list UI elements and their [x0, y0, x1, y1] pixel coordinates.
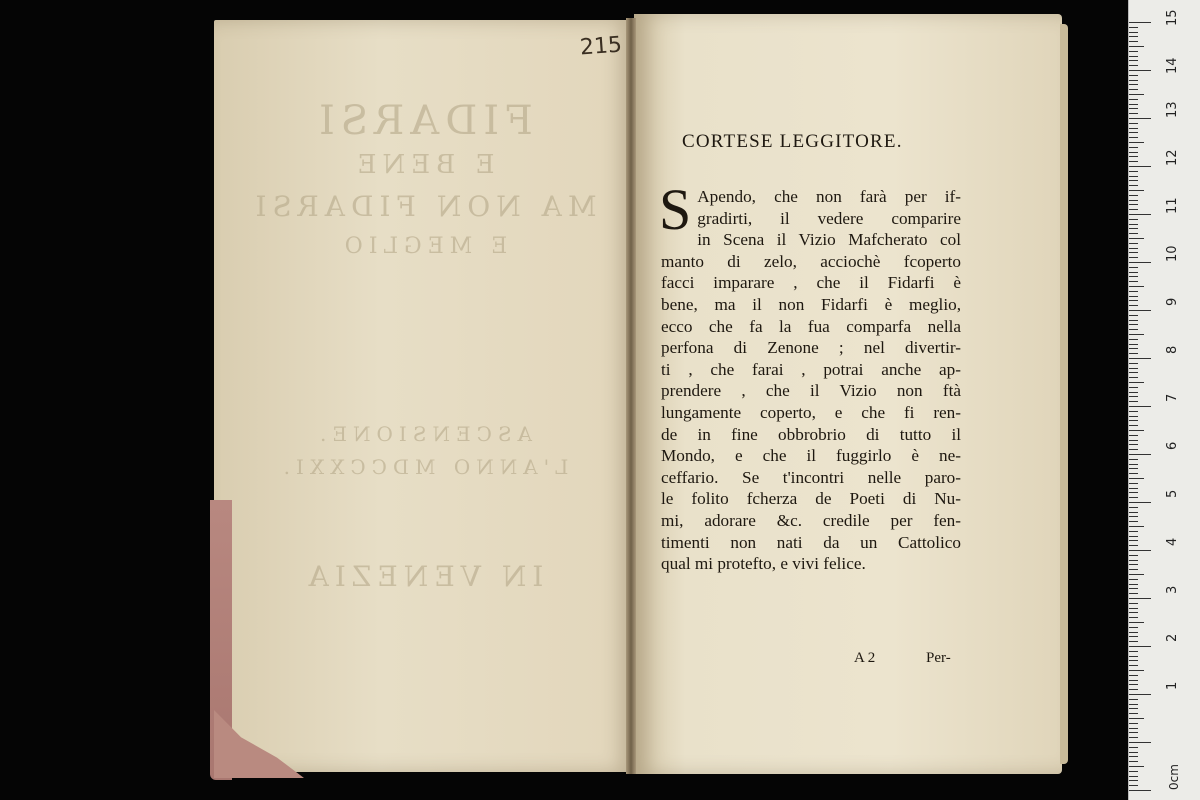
ruler-tick — [1129, 152, 1138, 153]
ruler-tick — [1129, 348, 1138, 349]
ruler-tick — [1129, 262, 1151, 263]
ruler-tick — [1129, 454, 1151, 455]
ruler-tick — [1129, 579, 1138, 580]
ruler-tick — [1129, 147, 1138, 148]
ruler-number: 2 — [1165, 633, 1180, 642]
ruler-tick — [1129, 137, 1138, 138]
ruler-tick — [1129, 656, 1138, 657]
ruler-number: 1 — [1165, 681, 1180, 690]
ruler-number: 12 — [1165, 149, 1180, 166]
ruler-number: 3 — [1165, 585, 1180, 594]
bleed-title-4: E MEGLIO — [338, 234, 508, 259]
ruler-tick — [1129, 790, 1151, 791]
ruler-tick — [1129, 492, 1138, 493]
ruler-tick — [1129, 339, 1138, 340]
ruler-tick — [1129, 363, 1138, 364]
text-line: ti , che farai , potrai anche ap- — [661, 359, 961, 379]
ruler-number: 7 — [1165, 393, 1180, 402]
ruler-tick — [1129, 51, 1138, 52]
ruler-tick — [1129, 756, 1138, 757]
measuring-ruler — [1128, 0, 1200, 800]
ruler-tick — [1129, 555, 1138, 556]
ruler-tick — [1129, 248, 1138, 249]
text-line: Mondo, e che il fuggirlo è ne- — [661, 446, 961, 466]
ruler-tick — [1129, 190, 1144, 191]
ruler-tick — [1129, 257, 1138, 258]
text-line: mi, adorare &c. credile per fen- — [661, 510, 961, 530]
bleed-title-7: IN VENEZIA — [302, 560, 544, 593]
ruler-tick — [1129, 636, 1138, 637]
ruler-tick — [1129, 632, 1138, 633]
ruler-tick — [1129, 382, 1144, 383]
ruler-tick — [1129, 166, 1151, 167]
ruler-tick — [1129, 665, 1138, 666]
ruler-tick — [1129, 483, 1138, 484]
ruler-tick — [1129, 608, 1138, 609]
ruler-tick — [1129, 560, 1138, 561]
ruler-tick — [1129, 108, 1138, 109]
ruler-tick — [1129, 416, 1138, 417]
ruler-tick — [1129, 70, 1151, 71]
text-line: qual mi protefto, e vivi felice. — [661, 554, 866, 574]
ruler-tick — [1129, 209, 1138, 210]
ruler-tick — [1129, 761, 1138, 762]
ruler-tick — [1129, 75, 1138, 76]
text-line: Apendo, che non farà per if- — [697, 187, 961, 206]
ruler-tick — [1129, 315, 1138, 316]
ruler-tick — [1129, 161, 1138, 162]
ruler-tick — [1129, 526, 1144, 527]
ruler-tick — [1129, 310, 1151, 311]
ruler-number: 13 — [1165, 101, 1180, 118]
ruler-tick — [1129, 584, 1138, 585]
ruler-tick — [1129, 228, 1138, 229]
ruler-tick — [1129, 272, 1138, 273]
ruler-tick — [1129, 60, 1138, 61]
ruler-tick — [1129, 588, 1138, 589]
ruler-tick — [1129, 267, 1138, 268]
ruler-tick — [1129, 411, 1138, 412]
ruler-tick — [1129, 377, 1138, 378]
ruler-tick — [1129, 598, 1151, 599]
ruler-tick — [1129, 593, 1138, 594]
ruler-tick — [1129, 94, 1144, 95]
ruler-tick — [1129, 46, 1144, 47]
ruler-tick — [1129, 99, 1138, 100]
ruler-tick — [1129, 776, 1138, 777]
ruler-tick — [1129, 641, 1138, 642]
ruler-tick — [1129, 435, 1138, 436]
bleed-title-2: E BENE — [351, 150, 495, 180]
ruler-tick — [1129, 27, 1138, 28]
ruler-number: 4 — [1165, 537, 1180, 546]
ruler-tick — [1129, 704, 1138, 705]
ruler-tick — [1129, 214, 1151, 215]
ruler-tick — [1129, 617, 1138, 618]
ruler-tick — [1129, 185, 1138, 186]
ruler-tick — [1129, 104, 1138, 105]
ruler-tick — [1129, 243, 1138, 244]
ruler-tick — [1129, 569, 1138, 570]
text-line: ecco che fa la fua comparfa nella — [661, 316, 961, 336]
ruler-tick — [1129, 176, 1138, 177]
ruler-tick — [1129, 728, 1138, 729]
ruler-tick — [1129, 224, 1138, 225]
text-line: bene, ma il non Fidarfi è meglio, — [661, 294, 961, 314]
text-line: lungamente coperto, e che fi ren- — [661, 402, 961, 422]
ruler-tick — [1129, 540, 1138, 541]
ruler-tick — [1129, 195, 1138, 196]
ruler-tick — [1129, 718, 1144, 719]
ruler-tick — [1129, 123, 1138, 124]
ruler-tick — [1129, 32, 1138, 33]
text-line: ceffario. Se t'incontri nelle paro- — [661, 467, 961, 487]
bleed-title-3: MA NON FIDARSI — [249, 190, 597, 223]
ruler-tick — [1129, 142, 1144, 143]
ruler-tick — [1129, 612, 1138, 613]
signature-mark: A 2 — [854, 650, 876, 666]
ruler-tick — [1129, 401, 1138, 402]
ruler-tick — [1129, 56, 1138, 57]
ruler-tick — [1129, 132, 1138, 133]
bleed-title-1: FIDARSI — [313, 98, 533, 144]
ruler-tick — [1129, 406, 1151, 407]
ruler-tick — [1129, 372, 1138, 373]
ruler-tick — [1129, 444, 1138, 445]
ruler-tick — [1129, 430, 1144, 431]
text-line: in Scena il Vizio Mafcherato col — [697, 230, 961, 250]
ruler-number: 11 — [1165, 197, 1180, 214]
ruler-tick — [1129, 128, 1138, 129]
ruler-tick — [1129, 80, 1138, 81]
ruler-tick — [1129, 473, 1138, 474]
ruler-tick — [1129, 507, 1138, 508]
ruler-tick — [1129, 286, 1144, 287]
ruler-tick — [1129, 689, 1138, 690]
ruler-tick — [1129, 660, 1138, 661]
ruler-tick — [1129, 180, 1138, 181]
ruler-tick — [1129, 41, 1138, 42]
ruler-number: 8 — [1165, 345, 1180, 354]
ruler-tick — [1129, 732, 1138, 733]
ruler-tick — [1129, 420, 1138, 421]
ruler-tick — [1129, 113, 1138, 114]
ruler-tick — [1129, 344, 1138, 345]
ruler-tick — [1129, 89, 1138, 90]
ruler-tick — [1129, 488, 1138, 489]
ruler-tick — [1129, 238, 1144, 239]
ruler-tick — [1129, 502, 1151, 503]
ruler-number: 9 — [1165, 297, 1180, 306]
ruler-tick — [1129, 603, 1138, 604]
text-line: manto di zelo, acciochè fcoperto — [661, 251, 961, 271]
ruler-tick — [1129, 320, 1138, 321]
ruler-tick — [1129, 425, 1138, 426]
text-line: timenti non nati da un Cattolico — [661, 532, 961, 552]
ruler-tick — [1129, 219, 1138, 220]
text-line: prendere , che il Vizio non ftà — [661, 381, 961, 401]
text-line: facci imparare , che il Fidarfi è — [661, 273, 961, 293]
ruler-tick — [1129, 387, 1138, 388]
ruler-tick — [1129, 334, 1144, 335]
ruler-tick — [1129, 324, 1138, 325]
ruler-tick — [1129, 204, 1138, 205]
ruler-unit-label: 0cm — [1167, 764, 1181, 790]
ruler-tick — [1129, 646, 1151, 647]
ruler-tick — [1129, 22, 1151, 23]
ruler-tick — [1129, 468, 1138, 469]
ruler-tick — [1129, 233, 1138, 234]
ruler-tick — [1129, 252, 1138, 253]
ruler-tick — [1129, 742, 1151, 743]
ruler-tick — [1129, 478, 1144, 479]
right-page-edge — [1060, 24, 1068, 764]
ruler-tick — [1129, 680, 1138, 681]
ruler-number: 5 — [1165, 489, 1180, 498]
ruler-tick — [1129, 200, 1138, 201]
ruler-tick — [1129, 329, 1138, 330]
ruler-tick — [1129, 358, 1151, 359]
ruler-tick — [1129, 574, 1144, 575]
ruler-tick — [1129, 440, 1138, 441]
ruler-tick — [1129, 771, 1138, 772]
ruler-tick — [1129, 281, 1138, 282]
ruler-tick — [1129, 785, 1138, 786]
bleed-title-5: ASCENSIONE. — [314, 422, 533, 446]
ruler-tick — [1129, 497, 1138, 498]
ruler-tick — [1129, 694, 1151, 695]
ruler-tick — [1129, 396, 1138, 397]
ruler-tick — [1129, 752, 1138, 753]
ruler-tick — [1129, 368, 1138, 369]
body-text — [659, 177, 961, 575]
ruler-tick — [1129, 36, 1138, 37]
ruler-tick — [1129, 536, 1138, 537]
ruler-tick — [1129, 651, 1138, 652]
ruler-tick — [1129, 550, 1151, 551]
ruler-tick — [1129, 747, 1138, 748]
ruler-tick — [1129, 780, 1138, 781]
text-line: de in fine obbrobrio di tutto il — [661, 424, 961, 444]
ruler-number: 14 — [1165, 57, 1180, 74]
ruler-tick — [1129, 459, 1138, 460]
ruler-tick — [1129, 118, 1151, 119]
page-heading: CORTESE LEGGITORE. — [682, 131, 903, 152]
ruler-tick — [1129, 156, 1138, 157]
ruler-number: 15 — [1165, 9, 1180, 26]
ruler-tick — [1129, 296, 1138, 297]
ruler-tick — [1129, 516, 1138, 517]
ruler-tick — [1129, 670, 1144, 671]
ruler-tick — [1129, 392, 1138, 393]
ruler-tick — [1129, 766, 1144, 767]
handwritten-page-number: 215 — [579, 32, 623, 61]
ruler-tick — [1129, 464, 1138, 465]
ruler-tick — [1129, 723, 1138, 724]
ruler-tick — [1129, 531, 1138, 532]
ruler-tick — [1129, 545, 1138, 546]
text-line: gradirti, il vedere comparire — [697, 208, 961, 228]
ruler-tick — [1129, 84, 1138, 85]
ruler-tick — [1129, 708, 1138, 709]
ruler-tick — [1129, 291, 1138, 292]
ruler-tick — [1129, 521, 1138, 522]
ruler-number: 6 — [1165, 441, 1180, 450]
ruler-number: 10 — [1165, 245, 1180, 262]
text-line: perfona di Zenone ; nel divertir- — [661, 338, 961, 358]
ruler-tick — [1129, 171, 1138, 172]
ruler-tick — [1129, 305, 1138, 306]
ruler-tick — [1129, 699, 1138, 700]
ruler-tick — [1129, 65, 1138, 66]
ruler-tick — [1129, 675, 1138, 676]
ruler-tick — [1129, 512, 1138, 513]
ruler-tick — [1129, 713, 1138, 714]
ruler-tick — [1129, 353, 1138, 354]
ruler-tick — [1129, 300, 1138, 301]
catchword: Per- — [926, 650, 951, 666]
ruler-tick — [1129, 737, 1138, 738]
ruler-tick — [1129, 564, 1138, 565]
text-line: le folito fcherza de Poeti di Nu- — [661, 489, 961, 509]
ruler-tick — [1129, 276, 1138, 277]
drop-cap: S — [659, 177, 692, 242]
ruler-tick — [1129, 449, 1138, 450]
ruler-tick — [1129, 627, 1138, 628]
ruler-tick — [1129, 622, 1144, 623]
ruler-tick — [1129, 684, 1138, 685]
bleed-title-6: L'ANNO MDCCXXI. — [277, 455, 569, 479]
